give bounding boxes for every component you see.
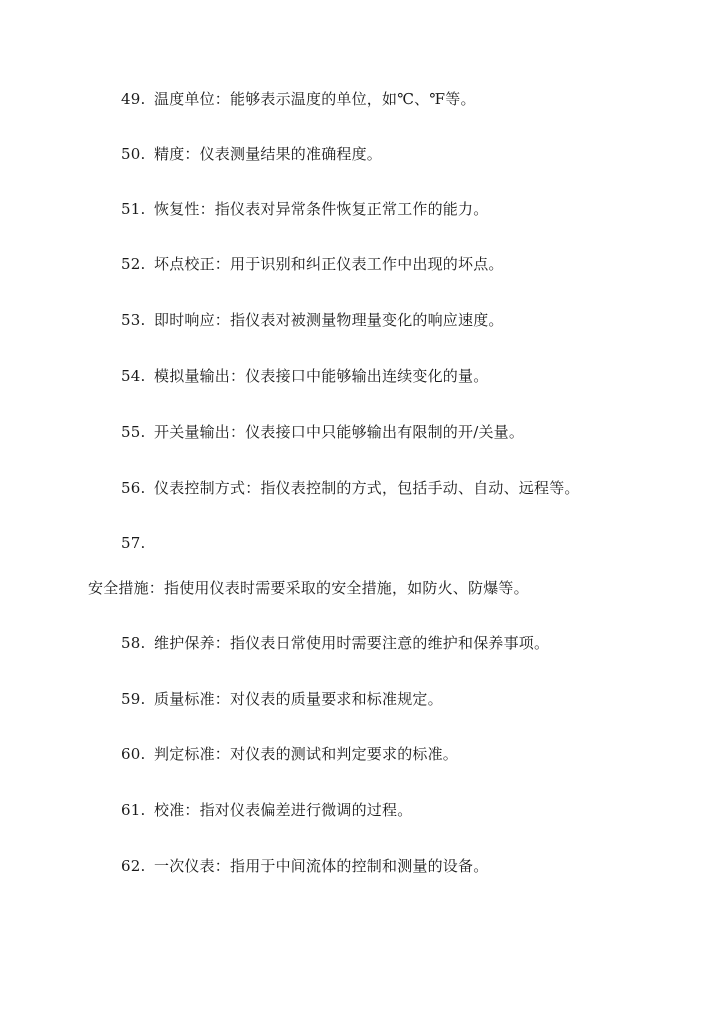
list-item <box>121 856 488 876</box>
list-item <box>121 144 382 164</box>
list-item <box>121 744 458 764</box>
item-number: 55. <box>121 423 146 441</box>
item-text: 温度单位：能够表示温度的单位，如℃、℉等。 <box>154 90 476 108</box>
list-item <box>121 310 504 330</box>
item-number: 61. <box>121 801 146 819</box>
list-item <box>121 199 488 219</box>
list-item <box>121 422 524 442</box>
item-number: 53. <box>121 311 146 329</box>
list-item <box>121 633 549 653</box>
item-number: 54. <box>121 367 146 385</box>
item-text: 恢复性：指仪表对异常条件恢复正常工作的能力。 <box>154 200 489 218</box>
item-text: 精度：仪表测量结果的准确程度。 <box>154 145 383 163</box>
list-item <box>121 478 580 498</box>
item-text: 维护保养：指仪表日常使用时需要注意的维护和保养事项。 <box>154 634 550 652</box>
item-number: 49. <box>121 90 146 108</box>
item-number: 59. <box>121 690 146 708</box>
item-number: 58. <box>121 634 146 652</box>
item-number: 56. <box>121 479 146 497</box>
item-text: 质量标准：对仪表的质量要求和标准规定。 <box>154 690 443 708</box>
list-item <box>121 254 504 274</box>
item-number: 60. <box>121 745 146 763</box>
list-item <box>121 533 154 553</box>
item-number: 52. <box>121 255 146 273</box>
list-item <box>121 689 443 709</box>
list-item <box>121 800 412 820</box>
item-text: 开关量输出：仪表接口中只能够输出有限制的开/关量。 <box>154 423 525 441</box>
list-item <box>121 89 476 109</box>
item-text: 判定标准：对仪表的测试和判定要求的标准。 <box>154 745 459 763</box>
item-text: 校准：指对仪表偏差进行微调的过程。 <box>154 801 413 819</box>
item-text: 仪表控制方式：指仪表控制的方式，包括手动、自动、远程等。 <box>154 479 580 497</box>
item-text: 模拟量输出：仪表接口中能够输出连续变化的量。 <box>154 367 489 385</box>
item-text: 即时响应：指仪表对被测量物理量变化的响应速度。 <box>154 311 504 329</box>
item-number: 50. <box>121 145 146 163</box>
item-number: 62. <box>121 857 146 875</box>
list-item-continuation: 安全措施：指使用仪表时需要采取的安全措施，如防火、防爆等。 <box>88 579 529 597</box>
list-item <box>121 366 488 386</box>
item-text: 坏点校正：用于识别和纠正仪表工作中出现的坏点。 <box>154 255 504 273</box>
item-text: 一次仪表：指用于中间流体的控制和测量的设备。 <box>154 857 489 875</box>
item-number: 57. <box>121 534 146 552</box>
item-number: 51. <box>121 200 146 218</box>
